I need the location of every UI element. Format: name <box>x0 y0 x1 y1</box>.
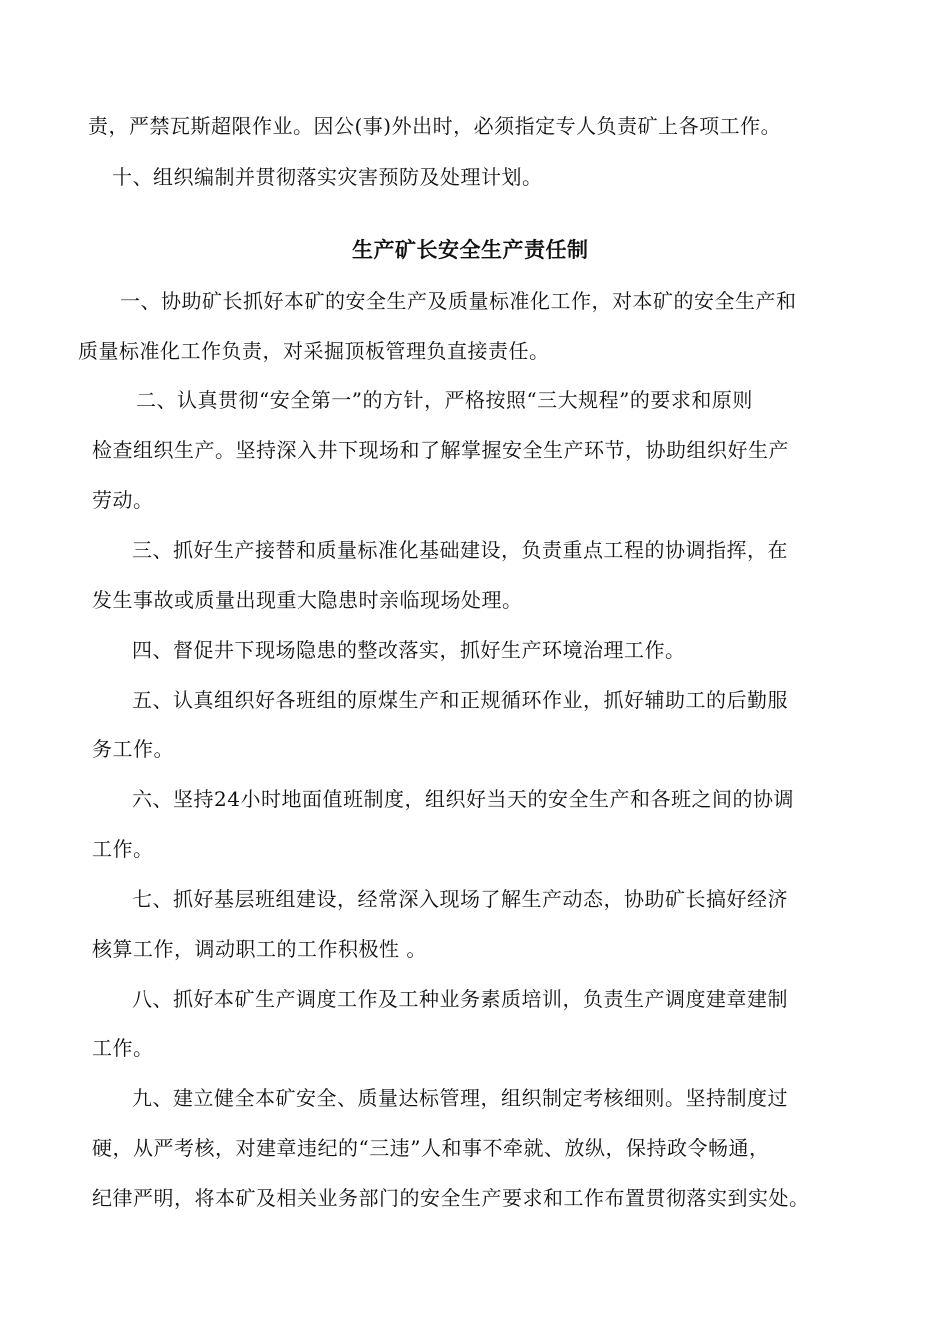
text-line: 核算工作，调动职工的工作积极性 。 <box>92 937 427 961</box>
text-line: 七、抓好基层班组建设，经常深入现场了解生产动态，协助矿长搞好经济 <box>132 887 788 911</box>
section-title: 生产矿长安全生产责任制 <box>352 237 589 262</box>
text-line: 一、协助矿长抓好本矿的安全生产及质量标准化工作，对本矿的安全生产和 <box>120 289 797 313</box>
text-line: 九、建立健全本矿安全、质量达标管理，组织制定考核细则。坚持制度过 <box>132 1086 788 1110</box>
text-line: 四、督促井下现场隐患的整改落实，抓好生产环境治理工作。 <box>132 638 686 662</box>
text-line: 六、坚持24小时地面值班制度，组织好当天的安全生产和各班之间的协调 <box>132 787 794 811</box>
text-line: 纪律严明，将本矿及相关业务部门的安全生产要求和工作布置贯彻落实到实处。 <box>92 1186 810 1210</box>
text-line: 十、组织编制并贯彻落实灾害预防及处理计划。 <box>112 165 543 189</box>
text-line: 二、认真贯彻“安全第一”的方针，严格按照“三大规程”的要求和原则 <box>136 388 753 412</box>
text-line: 发生事故或质量出现重大隐患时亲临现场处理。 <box>92 588 523 612</box>
text-line: 务工作。 <box>92 737 174 761</box>
text-line: 检查组织生产。坚持深入井下现场和了解掌握安全生产环节，协助组织好生产 <box>92 438 789 462</box>
text-line: 工作。 <box>92 1036 154 1060</box>
text-line: 硬，从严考核，对建章违纪的“三违”人和事不牵就、放纵，保持政令畅通， <box>92 1136 770 1160</box>
text-line: 质量标准化工作负责，对采掘顶板管理负直接责任。 <box>78 339 550 363</box>
text-line: 劳动。 <box>92 488 154 512</box>
text-line: 工作。 <box>92 837 154 861</box>
text-line: 五、认真组织好各班组的原煤生产和正规循环作业，抓好辅助工的后勤服 <box>132 688 788 712</box>
text-line: 责，严禁瓦斯超限作业。因公(事)外出时，必须指定专人负责矿上各项工作。 <box>88 114 782 138</box>
text-line: 三、抓好生产接替和质量标准化基础建设，负责重点工程的协调指挥，在 <box>132 538 788 562</box>
text-line: 八、抓好本矿生产调度工作及工种业务素质培训，负责生产调度建章建制 <box>132 987 788 1011</box>
